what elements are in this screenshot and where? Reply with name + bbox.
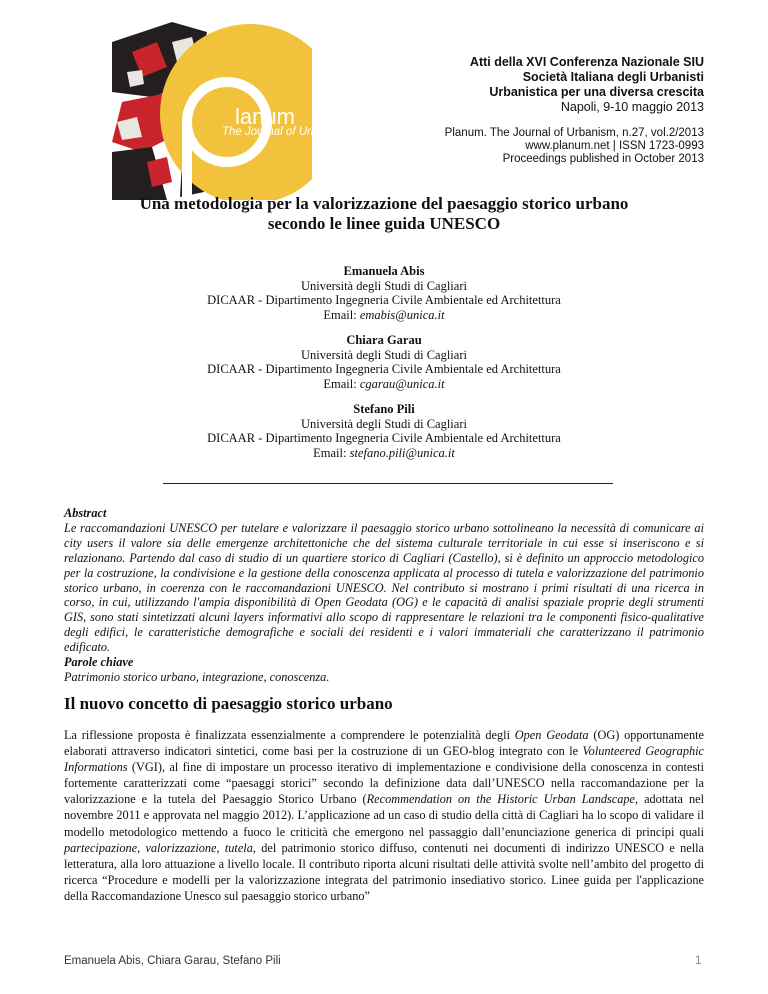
journal-line-1: Planum. The Journal of Urbanism, n.27, vol.2/2013: [444, 127, 704, 139]
section-body: [64, 727, 704, 904]
email-label: Email:: [323, 307, 360, 322]
author-email-line: [0, 377, 768, 392]
title-line-2: secondo le linee guida UNESCO: [267, 214, 501, 233]
author-name: Stefano Pili: [353, 402, 415, 416]
section-title: Il nuovo concetto di paesaggio storico urbano: [64, 694, 393, 713]
logo-wordmark: lanum: [235, 104, 295, 129]
author-university: Università degli Studi di Cagliari: [301, 278, 467, 293]
body-text-2: (OG) opportunamente elaborati attraverso indicatori sintetici, come basi per la costruzione di un GEO-blog integrato con le: [64, 728, 704, 759]
author-block-2: [0, 333, 768, 391]
body-em-4: partecipazione, valorizzazione, tutela: [64, 840, 253, 855]
author-name: Chiara Garau: [346, 333, 422, 347]
author-university: Università degli Studi di Cagliari: [301, 416, 467, 431]
body-em-2: Volunteered Geographic Informations: [64, 744, 705, 775]
journal-line-3: Proceedings published in October 2013: [502, 153, 704, 165]
abstract-text: Le raccomandazioni UNESCO per tutelare e valorizzare il paesaggio storico urbano sottolineano la necessità di comunicare ai city users il valore sia delle emergenze architettoniche che del sistema culturale territoriale in cui esse si inseriscono e si relazionano. Partendo dal caso di studio di un quartiere storico di Cagliari (Castello), si è definito un approccio metodologico per la costruzione, la condivisione e la gestione della conoscenza applicata al processo di tutela e valorizzazione del patrimonio storico urbano, in coerenza con le raccomandazioni UNESCO. Nel contributo si mostrano i primi risultati di una ricerca in corso, in cui, utilizzando l'ampia disponibilità di Open Geodata (OG) e le capacità di analisi spaziale proprie degli strumenti GIS, sono stati sintetizzati alcuni layers informativi allo scopo di rappresentare le relazioni tra le componenti fisico-qualitative degli edifici, le caratteristiche demografiche e sociali dei residenti e i valori immateriali che caratterizzano il patrimonio edificato.: [64, 520, 704, 655]
body-text-5: , del patrimonio storico diffuso, contenuti nei documenti di indirizzo UNESCO e nella letteratura, alla loro attuazione a livello locale. Il contributo riporta alcuni risultati delle attività svolte nell’ambito del progetto di ricerca “Procedure e modelli per la valorizzazione integrata del patrimonio insediativo storico. Linee guida per l'applicazione della Raccomandazione Unesco sul paesaggio storico urbano”: [64, 840, 704, 903]
author-email-line: [0, 308, 768, 323]
author-department: DICAAR - Dipartimento Ingegneria Civile Ambientale ed Architettura: [207, 431, 561, 445]
body-text-4: , adottata nel novembre 2011 e approvata nel maggio 2012). L’applicazione ad un caso di studio della città di Cagliari ha lo scopo di validare il modello metodologico mettendo a fuoco le criticità che emergono nel passaggio dall’enunciazione generica di principi quali: [64, 792, 704, 839]
author-email-line: [0, 446, 768, 461]
conference-line-1: Atti della XVI Conferenza Nazionale SIU: [469, 55, 704, 69]
journal-info: [445, 127, 704, 166]
abstract: [64, 506, 704, 685]
body-text-1: La riflessione proposta è finalizzata essenzialmente a comprendere le potenzialità degli: [64, 728, 515, 742]
author-block-1: [0, 264, 768, 322]
title-line-1: Una metodologia per la valorizzazione del paesaggio storico urbano: [139, 194, 629, 213]
body-em-1: Open Geodata: [514, 728, 589, 742]
keywords: Patrimonio storico urbano, integrazione, conoscenza.: [64, 669, 330, 684]
conference-line-3: Urbanistica per una diversa crescita: [489, 85, 704, 99]
author-email[interactable]: cgarau@unica.it: [359, 376, 445, 391]
author-name: Emanuela Abis: [343, 264, 425, 278]
email-label: Email:: [313, 445, 350, 460]
separator-rule: [163, 483, 613, 484]
conference-line-2: Società Italiana degli Urbanisti: [522, 70, 704, 84]
keywords-heading: Parole chiave: [64, 655, 134, 670]
body-text-3: (VGI), al fine di impostare un processo iterativo di implementazione e condivisione della conoscenza in contesti fortemente caratterizzati come “paesaggi storici” secondo la definizione data dall’UNESCO nella raccomandazione per la valorizzazione e la tutela del Paesaggio Storico Urbano (: [64, 760, 704, 807]
logo-subtitle: The Journal of Urbanism: [222, 126, 348, 138]
journal-line-2: www.planum.net | ISSN 1723-0993: [525, 140, 704, 152]
author-university: Università degli Studi di Cagliari: [301, 347, 467, 362]
author-department: DICAAR - Dipartimento Ingegneria Civile Ambientale ed Architettura: [207, 293, 561, 307]
paper-title: [0, 194, 768, 234]
abstract-heading: Abstract: [64, 506, 107, 520]
author-department: DICAAR - Dipartimento Ingegneria Civile Ambientale ed Architettura: [207, 362, 561, 376]
page-number: 1: [695, 955, 702, 967]
email-label: Email:: [323, 376, 360, 391]
footer-authors: Emanuela Abis, Chiara Garau, Stefano Pili: [64, 955, 281, 967]
author-email[interactable]: emabis@unica.it: [359, 307, 445, 322]
author-block-3: [0, 402, 768, 460]
author-email[interactable]: stefano.pili@unica.it: [349, 445, 455, 460]
body-em-3: Recommendation on the Historic Urban Landscape: [366, 792, 635, 807]
conference-info: [470, 55, 704, 115]
conference-line-4: Napoli, 9-10 maggio 2013: [560, 100, 704, 114]
